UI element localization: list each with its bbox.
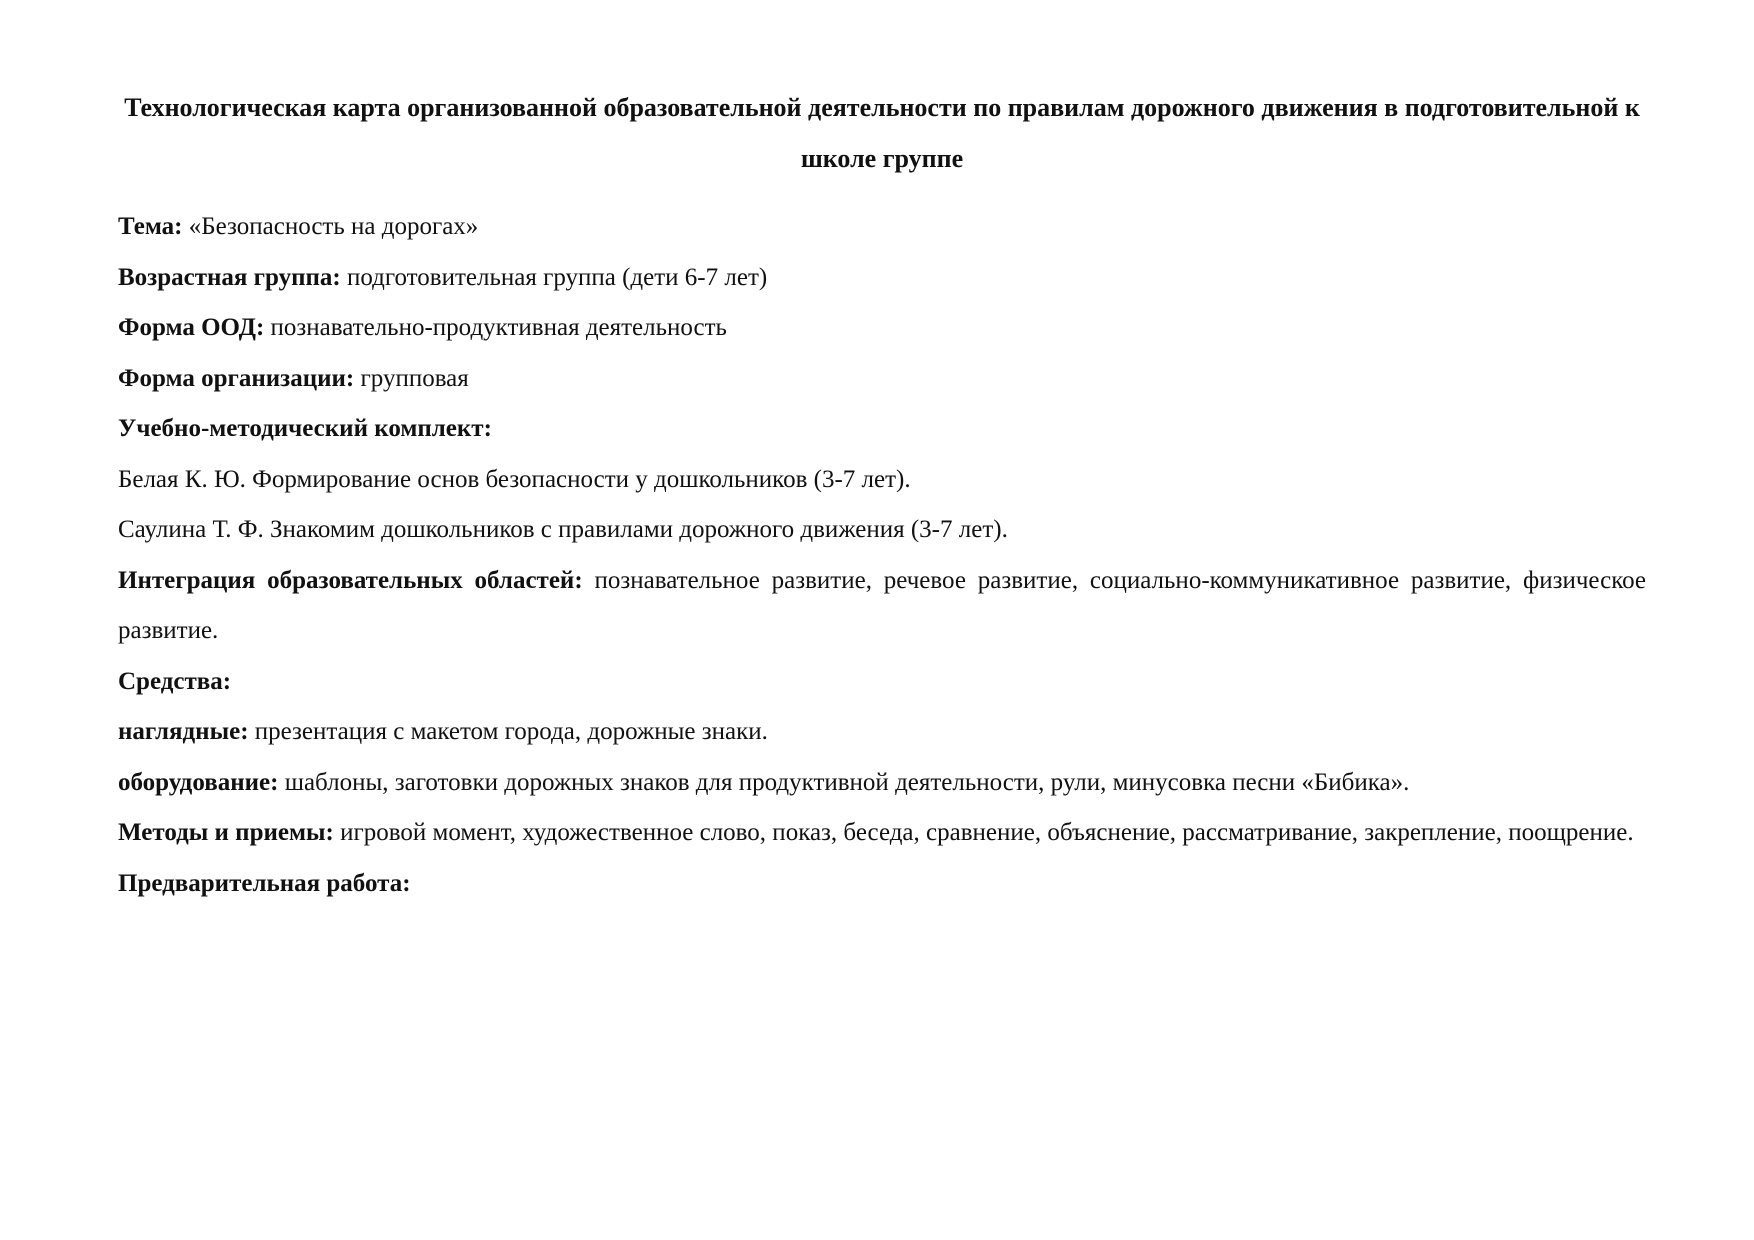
age-group-value: подготовительная группа (дети 6-7 лет)	[347, 263, 768, 291]
methods-value: игровой момент, художественное слово, показ, беседа, сравнение, объяснение, рассматривание, закрепление, поощрение.	[340, 819, 1634, 846]
theme-label: Тема:	[118, 213, 183, 240]
org-form-label: Форма организации:	[118, 364, 355, 392]
document-body	[118, 202, 1646, 909]
kit-label: Учебно-методический комплект:	[118, 415, 492, 442]
integration-paragraph	[118, 556, 1646, 657]
preliminary-label: Предварительная работа:	[118, 869, 411, 897]
methods-paragraph	[118, 808, 1646, 859]
methods-label: Методы и приемы:	[118, 819, 334, 846]
preliminary-line	[118, 859, 1646, 910]
integration-label: Интеграция образовательных областей:	[118, 566, 583, 594]
kit-item: Саулина Т. Ф. Знакомим дошкольников с правилами дорожного движения (3-7 лет).	[118, 516, 1008, 543]
ood-form-label: Форма ООД:	[118, 314, 265, 341]
kit-item: Белая К. Ю. Формирование основ безопасности у дошкольников (3-7 лет).	[118, 465, 911, 493]
age-group-label: Возрастная группа:	[118, 263, 341, 291]
ood-form-value: познавательно-продуктивная деятельность	[270, 314, 727, 341]
ood-form-line	[118, 303, 1646, 354]
org-form-line	[118, 354, 1646, 405]
theme-line	[118, 202, 1646, 253]
means-label: Средства:	[118, 667, 232, 695]
visual-label: наглядные:	[118, 718, 249, 745]
equipment-value: шаблоны, заготовки дорожных знаков для продуктивной деятельности, рули, минусовка песни «Бибика».	[284, 768, 1410, 796]
theme-value: «Безопасность на дорогах»	[188, 213, 479, 240]
visual-value: презентация с макетом города, дорожные знаки.	[254, 718, 768, 745]
kit-line	[118, 404, 1646, 455]
org-form-value: групповая	[360, 364, 469, 392]
age-group-line	[118, 253, 1646, 304]
integration-value: познавательное развитие, речевое развитие, социально-коммуникативное развитие, физическое развитие.	[118, 566, 1646, 644]
means-line	[118, 657, 1646, 708]
equipment-label: оборудование:	[118, 768, 279, 796]
visual-line	[118, 707, 1646, 758]
document-title: Технологическая карта организованной образовательной деятельности по правилам дорожного движения в подготовительной к школе группе	[124, 93, 1640, 173]
equipment-paragraph	[118, 758, 1646, 809]
